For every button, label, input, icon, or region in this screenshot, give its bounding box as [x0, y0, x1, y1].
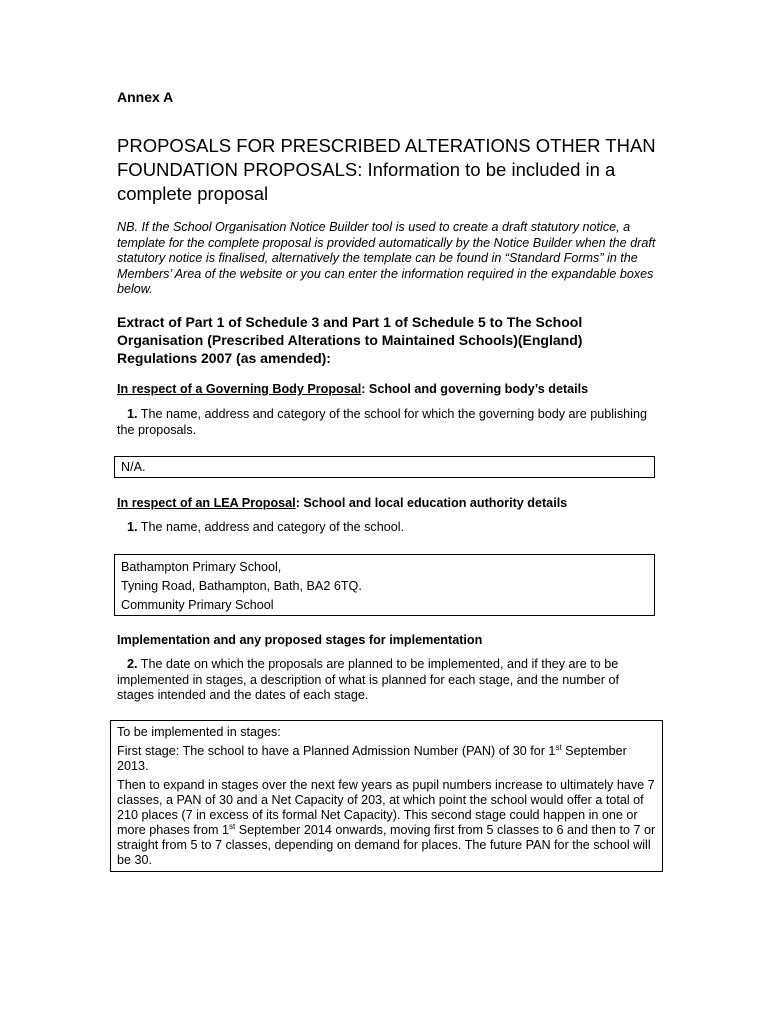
- lea-heading-underlined: In respect of an LEA Proposal: [117, 496, 296, 510]
- lea-heading-rest: : School and local education authority details: [295, 496, 568, 510]
- implementation-answer-box[interactable]: [110, 720, 663, 872]
- lea-item: [117, 520, 657, 536]
- extract-heading: Extract of Part 1 of Schedule 3 and Part 1 of Schedule 5 to The School Organisation (Prescribed Alterations to Maintained Schools)(England) Regulations 2007 (as amended):: [117, 314, 583, 366]
- answer-intro: To be implemented in stages:: [117, 725, 281, 739]
- governing-body-answer-box[interactable]: [114, 456, 655, 478]
- implementation-heading: Implementation and any proposed stages for implementation: [117, 633, 483, 647]
- lea-heading: [117, 496, 567, 510]
- nb-note: NB. If the School Organisation Notice Builder tool is used to create a draft statutory notice, a template for the complete proposal is provided automatically by the Notice Builder when the draft statutory notice is finalised, alternatively the template can be found in “Standard Forms” in the Members’ Area of the website or you can enter the information required in the expandable boxes below.: [117, 220, 656, 296]
- answer-expansion: Then to expand in stages over the next few years as pupil numbers increase to ultimately have 7 classes, a PAN of 30 and a Net Capacity of 203, at which point the school would offer a total of 210 places (7 in excess of its formal Net Capacity). This second stage could happen in one or more phases from 1st September 2014 onwards, moving first from 5 classes to 6 and then to 7 or straight from 5 to 7 classes, depending on demand for places. The future PAN for the school will be 30.: [117, 778, 656, 867]
- governing-body-answer: N/A.: [121, 460, 146, 474]
- item-number: 1.: [127, 407, 138, 421]
- title-rest: : Information to be included in a complete proposal: [117, 159, 616, 204]
- answer-first-stage: First stage: The school to have a Planned Admission Number (PAN) of 30 for 1st September 2013.: [117, 742, 627, 773]
- title-upper: PROPOSALS FOR PRESCRIBED ALTERATIONS OTHER THAN FOUNDATION PROPOSALS: [117, 135, 656, 180]
- answer-line: Tyning Road, Bathampton, Bath, BA2 6TQ.: [121, 579, 362, 593]
- item-number: 1.: [127, 520, 138, 534]
- governing-body-heading-underlined: In respect of a Governing Body Proposal: [117, 382, 362, 396]
- answer-line: Community Primary School: [121, 598, 274, 612]
- lea-answer-box[interactable]: [114, 554, 655, 616]
- governing-body-item: [117, 407, 657, 438]
- implementation-item: [117, 657, 657, 704]
- item-text: The date on which the proposals are planned to be implemented, and if they are to be implemented in stages, a description of what is planned for each stage, and the number of stages intended and the dates of each stage.: [117, 657, 619, 702]
- item-number: 2.: [127, 657, 138, 671]
- item-text: The name, address and category of the school.: [137, 520, 405, 534]
- governing-body-heading-rest: : School and governing body’s details: [361, 382, 589, 396]
- item-text: The name, address and category of the school for which the governing body are publishing the proposals.: [117, 407, 647, 437]
- annex-label: Annex A: [117, 89, 174, 105]
- governing-body-heading: [117, 382, 588, 396]
- answer-line: Bathampton Primary School,: [121, 560, 282, 574]
- document-title: [117, 134, 677, 206]
